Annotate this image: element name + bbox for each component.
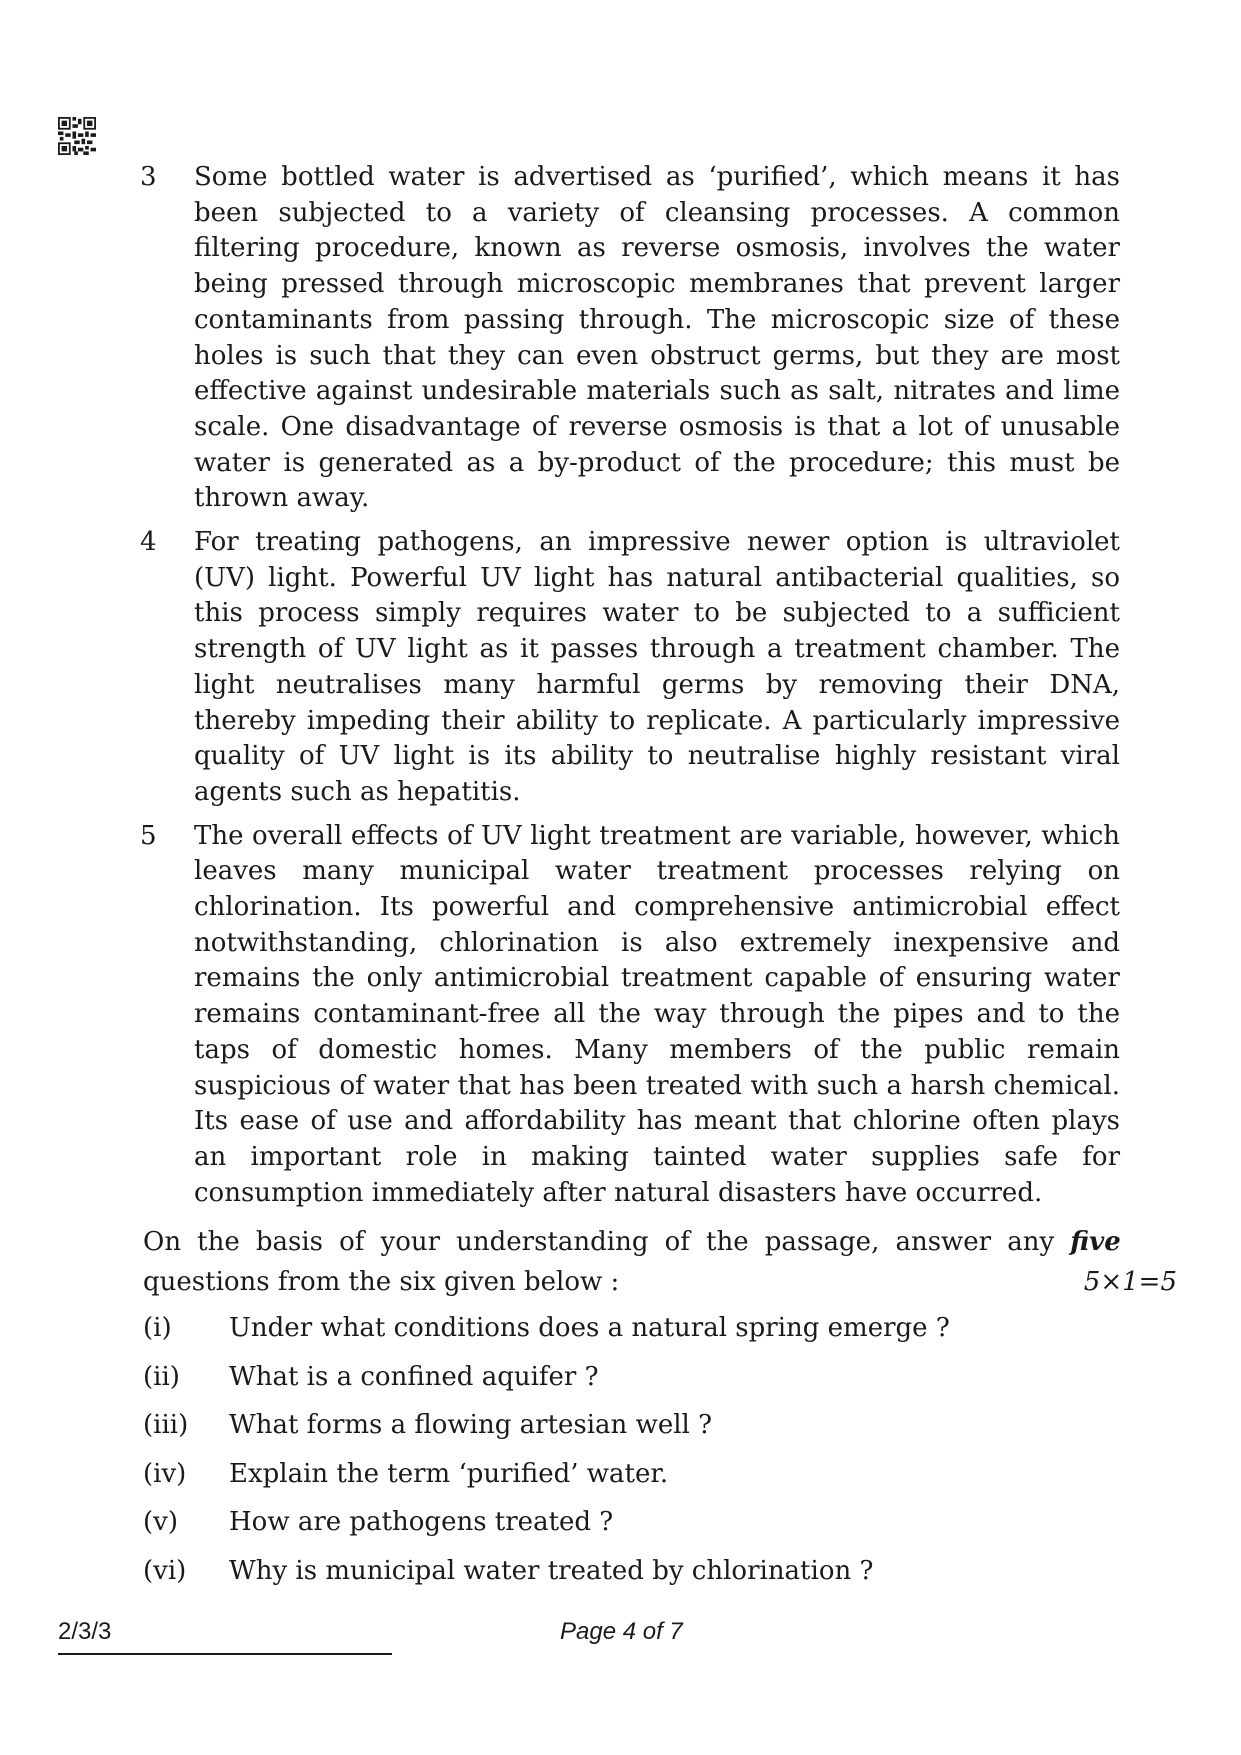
qr-code-icon <box>58 117 96 155</box>
instruction-line-2 <box>143 1262 1177 1302</box>
question-number: (vi) <box>143 1555 187 1586</box>
paragraph-text: The overall effects of UV light treatment are variable, however, which leaves many municipal water treatment processes relying on chlorination. Its powerful and comprehensive antimicrobial effect notwithstanding, chlorination is also extremely inexpensive and remains the only antimicrobial treatment capable of ensuring water remains contaminant-free all the way through the pipes and to the taps of domestic homes. Many members of the public remain suspicious of water that has been treated with such a harsh chemical. Its ease of use and affordability has meant that chlorine often plays an important role in making tainted water supplies safe for consumption immediately after natural disasters have occurred. <box>194 820 1120 1208</box>
question-number: (ii) <box>143 1361 180 1392</box>
instruction-word: the <box>706 1227 749 1257</box>
question-item <box>143 1556 1103 1605</box>
passage-paragraph <box>140 525 1120 811</box>
question-text: Why is municipal water treated by chlorination ? <box>229 1555 874 1586</box>
paragraph-text: For treating pathogens, an impressive newer option is ultraviolet (UV) light. Powerful UV light has natural antibacterial qualities, so this process simply requires water to be subjected to a sufficient strength of UV light as it passes through a treatment chamber. The light neutralises many harmful germs by removing their DNA, thereby impeding their ability to replicate. A particularly impressive quality of UV light is its ability to neutralise highly resistant viral agents such as hepatitis. <box>194 527 1120 807</box>
question-number: (iv) <box>143 1458 187 1489</box>
paragraph-number: 5 <box>140 820 157 851</box>
question-list <box>143 1313 1103 1604</box>
page-number: Page 4 of 7 <box>560 1618 683 1645</box>
question-text: How are pathogens treated ? <box>229 1507 614 1537</box>
instruction-word: On <box>143 1227 182 1257</box>
instruction-word: the <box>197 1227 240 1257</box>
question-text: What forms a flowing artesian well ? <box>229 1410 713 1440</box>
instruction-word: basis <box>255 1227 324 1257</box>
instruction-word: understanding <box>456 1227 649 1257</box>
question-item <box>143 1313 1103 1362</box>
question-number: (iii) <box>143 1410 189 1440</box>
instruction-word: of <box>339 1227 365 1257</box>
footer-divider <box>58 1653 392 1655</box>
instruction-word: answer <box>895 1227 992 1257</box>
question-text: Under what conditions does a natural spring emerge ? <box>229 1313 950 1343</box>
marks-allocation: 5×1=5 <box>1083 1267 1177 1297</box>
question-text: Explain the term ‘purified’ water. <box>229 1458 669 1489</box>
question-text: What is a confined aquifer ? <box>229 1361 599 1392</box>
instruction-emphasis <box>1070 1222 1121 1262</box>
question-item <box>143 1362 1103 1411</box>
question-number: (v) <box>143 1507 178 1537</box>
question-number: (i) <box>143 1313 172 1343</box>
instruction-word: your <box>380 1227 441 1257</box>
passage-paragraph <box>140 819 1120 1212</box>
instruction-word: passage, <box>764 1227 880 1257</box>
instruction-word: any <box>1007 1227 1055 1257</box>
paragraph-number: 4 <box>140 527 157 558</box>
instruction-line-1 <box>143 1222 1121 1262</box>
question-item <box>143 1507 1103 1556</box>
question-item <box>143 1459 1103 1508</box>
paper-code: 2/3/3 <box>58 1618 112 1645</box>
instruction-word: of <box>664 1227 690 1257</box>
paragraph-text: Some bottled water is advertised as ‘purified’, which means it has been subjected to a variety of cleansing processes. A common filtering procedure, known as reverse osmosis, involves the water being pressed through microscopic membranes that prevent larger contaminants from passing through. The microscopic size of these holes is such that they can even obstruct germs, but they are most effective against undesirable materials such as salt, nitrates and lime scale. One disadvantage of reverse osmosis is that a lot of unusable water is generated as a by-product of the procedure; this must be thrown away. <box>194 162 1120 514</box>
question-instruction <box>143 1222 1177 1302</box>
reading-passage <box>140 160 1120 1219</box>
paragraph-number: 3 <box>140 162 157 192</box>
passage-paragraph <box>140 160 1120 517</box>
emphasis-text: five <box>1070 1227 1121 1257</box>
question-item <box>143 1410 1103 1459</box>
instruction-text: questions from the six given below : <box>143 1267 620 1297</box>
